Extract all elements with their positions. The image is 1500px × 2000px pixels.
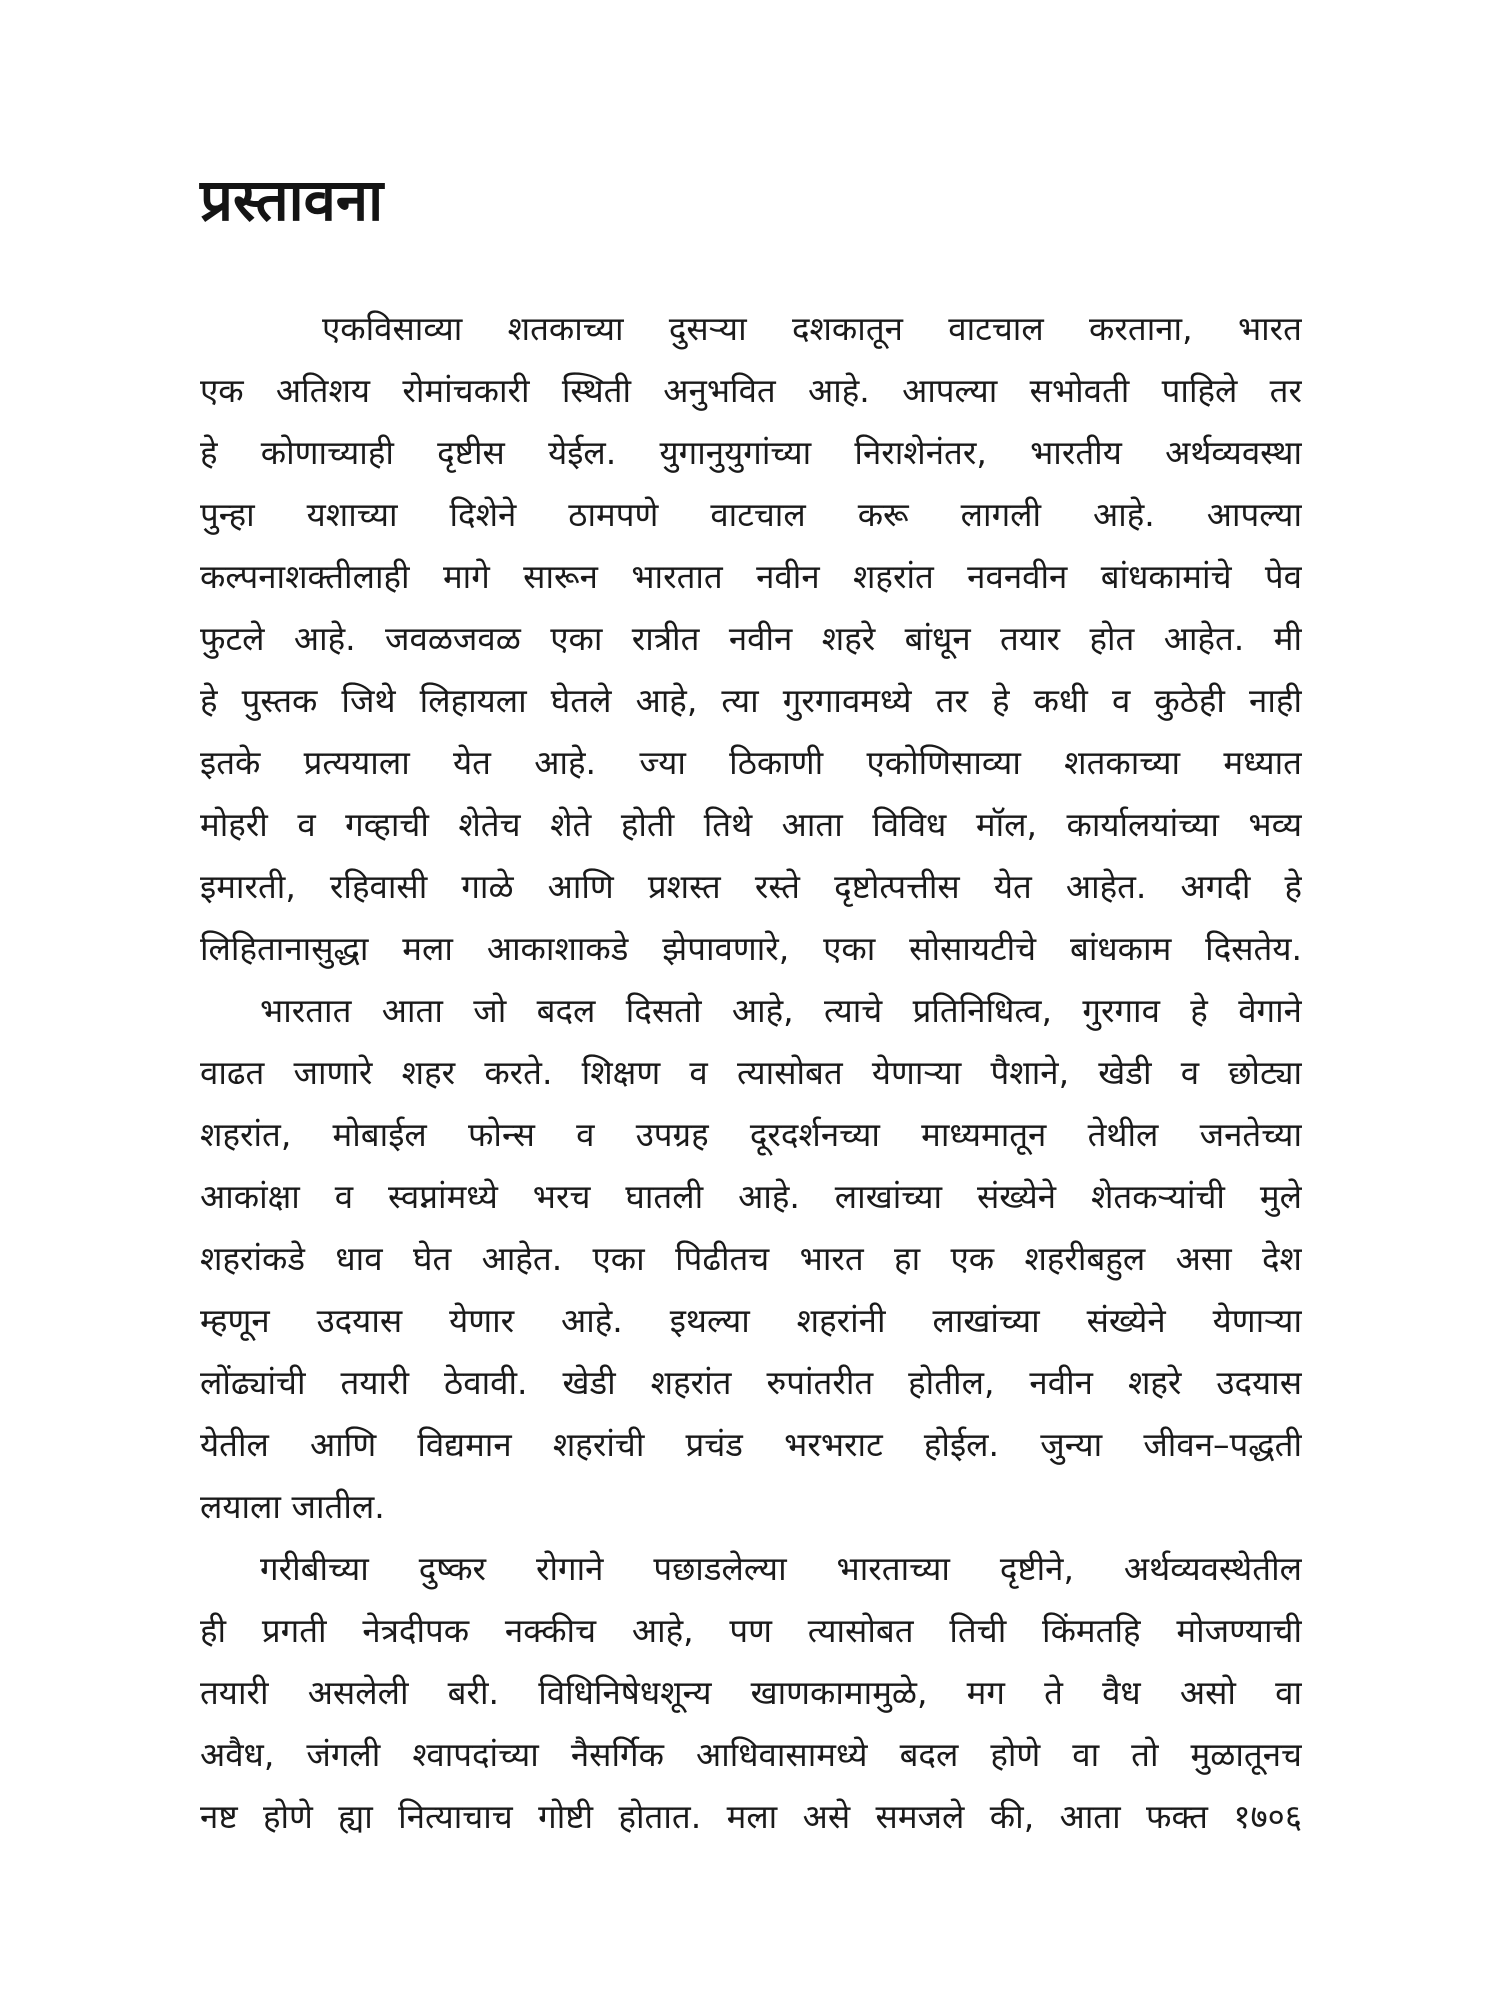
text-line: लोंढ्यांची तयारी ठेवावी. खेडी शहरांत रुपांतरीत होतील, नवीन शहरे उदयास <box>200 1363 1302 1402</box>
text-line: हे कोणाच्याही दृष्टीस येईल. युगानुयुगांच्या निराशेनंतर, भारतीय अर्थव्यवस्था <box>200 433 1302 472</box>
text-line: इतके प्रत्ययाला येत आहे. ज्या ठिकाणी एकोणिसाव्या शतकाच्या मध्यात <box>200 743 1302 782</box>
text-line: पुन्हा यशाच्या दिशेने ठामपणे वाटचाल करू लागली आहे. आपल्या <box>200 495 1302 534</box>
paragraph-1 <box>200 298 1302 980</box>
text-line: हे पुस्तक जिथे लिहायला घेतले आहे, त्या गुरगावमध्ये तर हे कधी व कुठेही नाही <box>200 681 1302 720</box>
text-line: तयारी असलेली बरी. विधिनिषेधशून्य खाणकामामुळे, मग ते वैध असो वा <box>200 1673 1302 1712</box>
text-line: एकविसाव्या शतकाच्या दुसऱ्या दशकातून वाटचाल करताना, भारत <box>322 309 1302 348</box>
text-line: इमारती, रहिवासी गाळे आणि प्रशस्त रस्ते दृष्टोत्पत्तीस येत आहेत. अगदी हे <box>200 867 1302 906</box>
text-line: फुटले आहे. जवळजवळ एका रात्रीत नवीन शहरे बांधून तयार होत आहेत. मी <box>200 619 1302 658</box>
text-line: मोहरी व गव्हाची शेतेच शेते होती तिथे आता विविध मॉल, कार्यालयांच्या भव्य <box>200 805 1302 844</box>
text-line: ही प्रगती नेत्रदीपक नक्कीच आहे, पण त्यासोबत तिची किंमतहि मोजण्याची <box>200 1611 1302 1650</box>
text-line: भारतात आता जो बदल दिसतो आहे, त्याचे प्रतिनिधित्व, गुरगाव हे वेगाने <box>260 991 1302 1030</box>
page-title: प्रस्तावना <box>200 166 384 234</box>
text-line: लयाला जातील. <box>200 1487 385 1526</box>
text-line: वाढत जाणारे शहर करते. शिक्षण व त्यासोबत येणाऱ्या पैशाने, खेडी व छोट्या <box>200 1053 1302 1092</box>
text-line: येतील आणि विद्यमान शहरांची प्रचंड भरभराट होईल. जुन्या जीवन–पद्धती <box>200 1425 1302 1464</box>
text-line: एक अतिशय रोमांचकारी स्थिती अनुभवित आहे. आपल्या सभोवती पाहिले तर <box>200 371 1302 410</box>
paragraph-3 <box>200 1538 1302 1848</box>
text-line: शहरांकडे धाव घेत आहेत. एका पिढीतच भारत हा एक शहरीबहुल असा देश <box>200 1239 1302 1278</box>
body-text <box>200 298 1302 1848</box>
text-line: म्हणून उदयास येणार आहे. इथल्या शहरांनी लाखांच्या संख्येने येणाऱ्या <box>200 1301 1302 1340</box>
text-line: शहरांत, मोबाईल फोन्स व उपग्रह दूरदर्शनच्या माध्यमातून तेथील जनतेच्या <box>200 1115 1302 1154</box>
text-line: लिहितानासुद्धा मला आकाशाकडे झेपावणारे, एका सोसायटीचे बांधकाम दिसतेय. <box>200 929 1302 968</box>
text-line: अवैध, जंगली श्वापदांच्या नैसर्गिक आधिवासामध्ये बदल होणे वा तो मुळातूनच <box>200 1735 1302 1774</box>
paragraph-2 <box>200 980 1302 1538</box>
text-line: गरीबीच्या दुष्कर रोगाने पछाडलेल्या भारताच्या दृष्टीने, अर्थव्यवस्थेतील <box>260 1549 1302 1588</box>
text-line: कल्पनाशक्तीलाही मागे सारून भारतात नवीन शहरांत नवनवीन बांधकामांचे पेव <box>200 557 1302 596</box>
text-line: आकांक्षा व स्वप्नांमध्ये भरच घातली आहे. लाखांच्या संख्येने शेतकऱ्यांची मुले <box>200 1177 1302 1216</box>
text-line: नष्ट होणे ह्या नित्याचाच गोष्टी होतात. मला असे समजले की, आता फक्त १७०६ <box>200 1797 1302 1836</box>
